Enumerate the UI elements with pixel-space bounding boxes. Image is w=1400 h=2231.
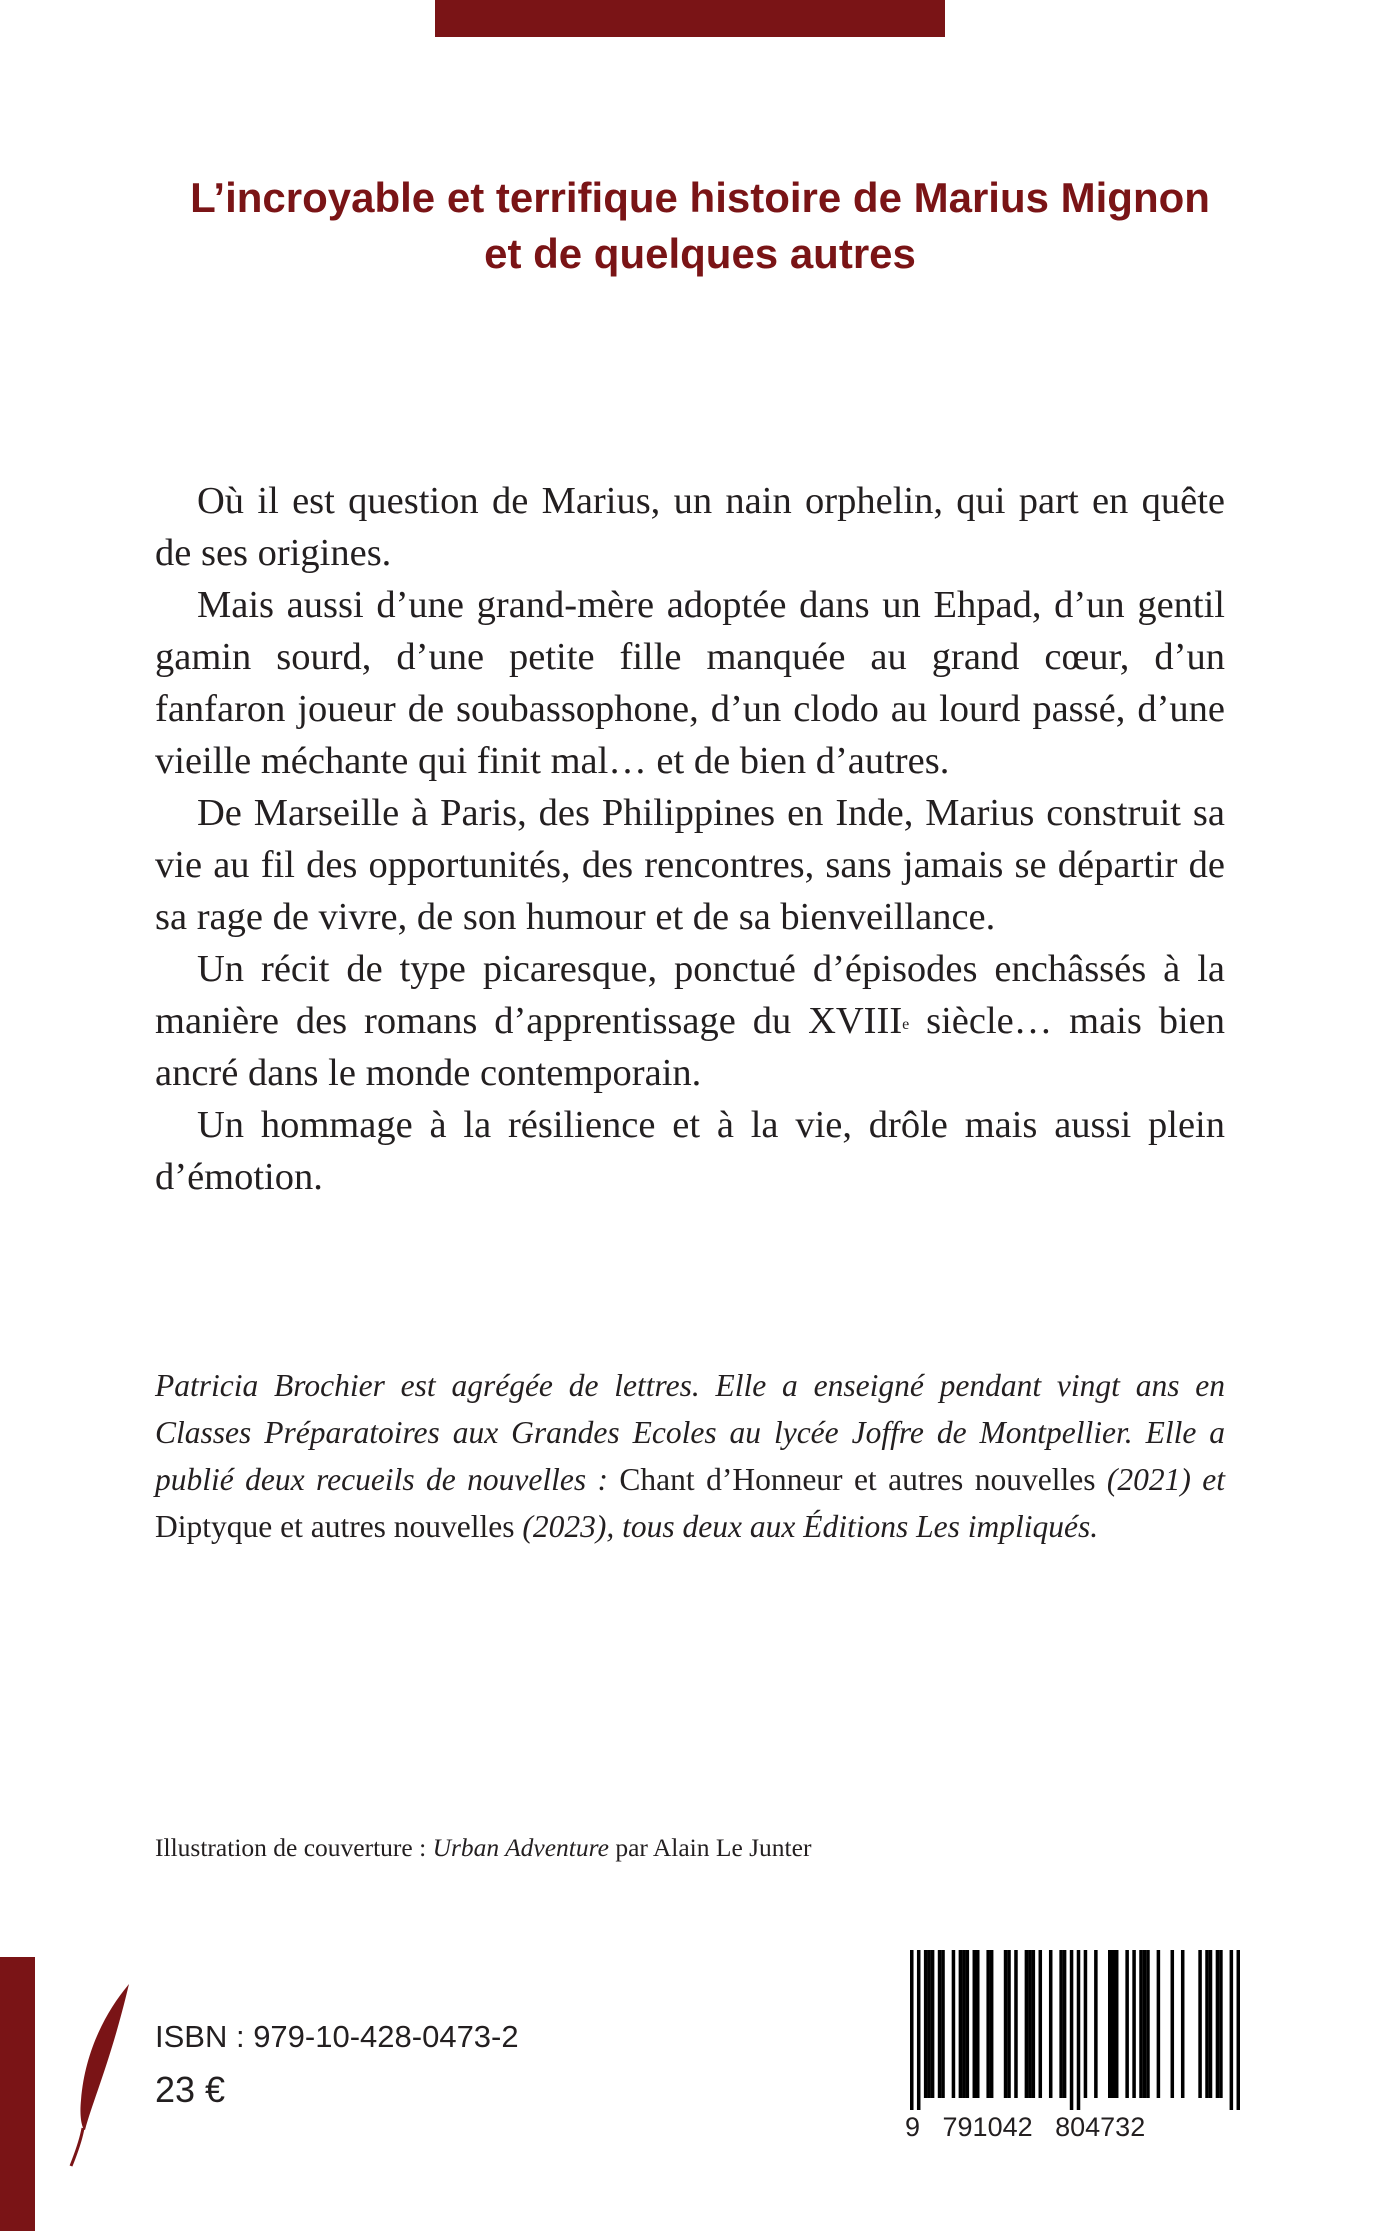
spine-color-band <box>0 1957 35 2231</box>
barcode-bar <box>1032 1950 1036 2098</box>
barcode-bar <box>959 1950 963 2098</box>
barcode-bar <box>1219 1950 1223 2098</box>
barcode-bar <box>1132 1950 1136 2098</box>
bio-text-3: (2023), tous deux aux Éditions Les impliqués. <box>514 1509 1099 1544</box>
price: 23 € <box>155 2069 226 2110</box>
barcode-bar <box>1059 1950 1063 2098</box>
barcode-bar <box>973 1950 977 2098</box>
barcode-bar <box>1125 1950 1129 2098</box>
credit-prefix: Illustration de couverture : <box>155 1833 433 1862</box>
barcode-bar <box>1039 1950 1043 2098</box>
barcode-bar <box>1157 1950 1161 2098</box>
barcode-bar <box>990 1950 994 2098</box>
blurb-p4-text-end: siècle… mais bien ancré dans le monde contemporain. <box>155 1000 1226 1094</box>
book-title <box>150 170 1250 282</box>
author-bio <box>155 1362 1225 1550</box>
blurb-paragraph-2: Mais aussi d’une grand-mère adoptée dans un Ehpad, d’un gentil gamin sourd, d’une petite fille manquée au grand cœur, d’un fanfaron joueur de soubassophone, d’un clodo au lourd passé, d’une vieille méchante qui finit mal… et de bien d’autres. <box>155 584 1225 782</box>
barcode-bar <box>1004 1950 1008 2098</box>
barcode-bar <box>1108 1950 1112 2098</box>
isbn: ISBN : 979-10-428-0473-2 <box>155 2019 519 2054</box>
book-title-line-2: et de quelques autres <box>484 230 916 277</box>
barcode-bar <box>1077 1950 1081 2110</box>
blurb-p4-superscript: e <box>902 1016 910 1033</box>
barcode-bar <box>1028 1950 1032 2098</box>
barcode-bar <box>910 1950 914 2110</box>
barcode <box>910 1950 1240 2110</box>
blurb-p4-text: Un récit de type picaresque, ponctué d’épisodes enchâssés à la manière des romans d’apprentissage du XVIII <box>155 948 1225 1042</box>
barcode-bar <box>1205 1950 1209 2098</box>
blurb-paragraph-5: Un hommage à la résilience et à la vie, drôle mais aussi plein d’émotion. <box>155 1104 1225 1198</box>
barcode-bar <box>927 1950 931 2098</box>
bio-book-2: Diptyque et autres nouvelles <box>155 1509 515 1544</box>
barcode-bar <box>1070 1950 1074 2110</box>
barcode-bar <box>952 1950 956 2098</box>
barcode-bar <box>938 1950 942 2098</box>
barcode-bar <box>1111 1950 1115 2098</box>
barcode-bar <box>986 1950 990 2098</box>
credit-suffix: par Alain Le Junter <box>608 1833 812 1862</box>
barcode-bar <box>1198 1950 1202 2098</box>
barcode-digits: 9 791042 804732 <box>905 2112 1146 2142</box>
credit-work: Urban Adventure <box>432 1833 609 1862</box>
barcode-bar <box>1216 1950 1220 2098</box>
barcode-bar <box>1171 1950 1175 2098</box>
blurb-paragraph-3: De Marseille à Paris, des Philippines en Inde, Marius construit sa vie au fil des opportunités, des rencontres, sans jamais se départir de sa rage de vivre, de son humour et de sa bienveillance. <box>155 792 1225 938</box>
barcode-bar <box>1014 1950 1018 2098</box>
barcode-bar <box>966 1950 970 2098</box>
barcode-bar <box>1063 1950 1067 2098</box>
barcode-bar <box>924 1950 928 2098</box>
barcode-bar <box>1139 1950 1143 2098</box>
barcode-bar <box>1084 1950 1088 2098</box>
blurb-paragraph-4 <box>155 943 1225 1099</box>
barcode-bar <box>1143 1950 1147 2098</box>
bio-text-2: (2021) et <box>1095 1462 1226 1497</box>
quill-icon <box>67 1980 137 2170</box>
barcode-bar <box>1181 1950 1185 2098</box>
barcode-bar <box>1146 1950 1150 2098</box>
blurb-paragraph-1: Où il est question de Marius, un nain orphelin, qui part en quête de ses origines. <box>155 480 1225 574</box>
bio-book-1: Chant d’Honneur et autres nouvelles <box>619 1462 1096 1497</box>
barcode-bar <box>931 1950 935 2098</box>
bio-text-1: Patricia Brochier est agrégée de lettres. Elle a enseigné pendant vingt ans en Classes Préparatoires aux Grandes Ecoles au lycée Joffre de Montpellier. Elle a publié deux recueils de nouvelles : <box>155 1368 1225 1497</box>
barcode-bar <box>1025 1950 1029 2098</box>
cover-credit <box>155 1831 1055 1865</box>
barcode-bar <box>1049 1950 1053 2098</box>
barcode-bar <box>976 1950 980 2098</box>
barcode-bar <box>1237 1950 1240 2110</box>
barcode-bar <box>1094 1950 1098 2098</box>
barcode-bar <box>1230 1950 1234 2110</box>
barcode-bar <box>941 1950 945 2098</box>
barcode-bar <box>962 1950 966 2098</box>
barcode-bar <box>1115 1950 1119 2098</box>
blurb <box>155 475 1225 1203</box>
top-color-band <box>435 0 945 37</box>
barcode-bar <box>1007 1950 1011 2098</box>
book-title-line-1: L’incroyable et terrifique histoire de Marius Mignon <box>190 174 1210 221</box>
barcode-bar <box>917 1950 921 2110</box>
barcode-bar <box>1209 1950 1213 2098</box>
